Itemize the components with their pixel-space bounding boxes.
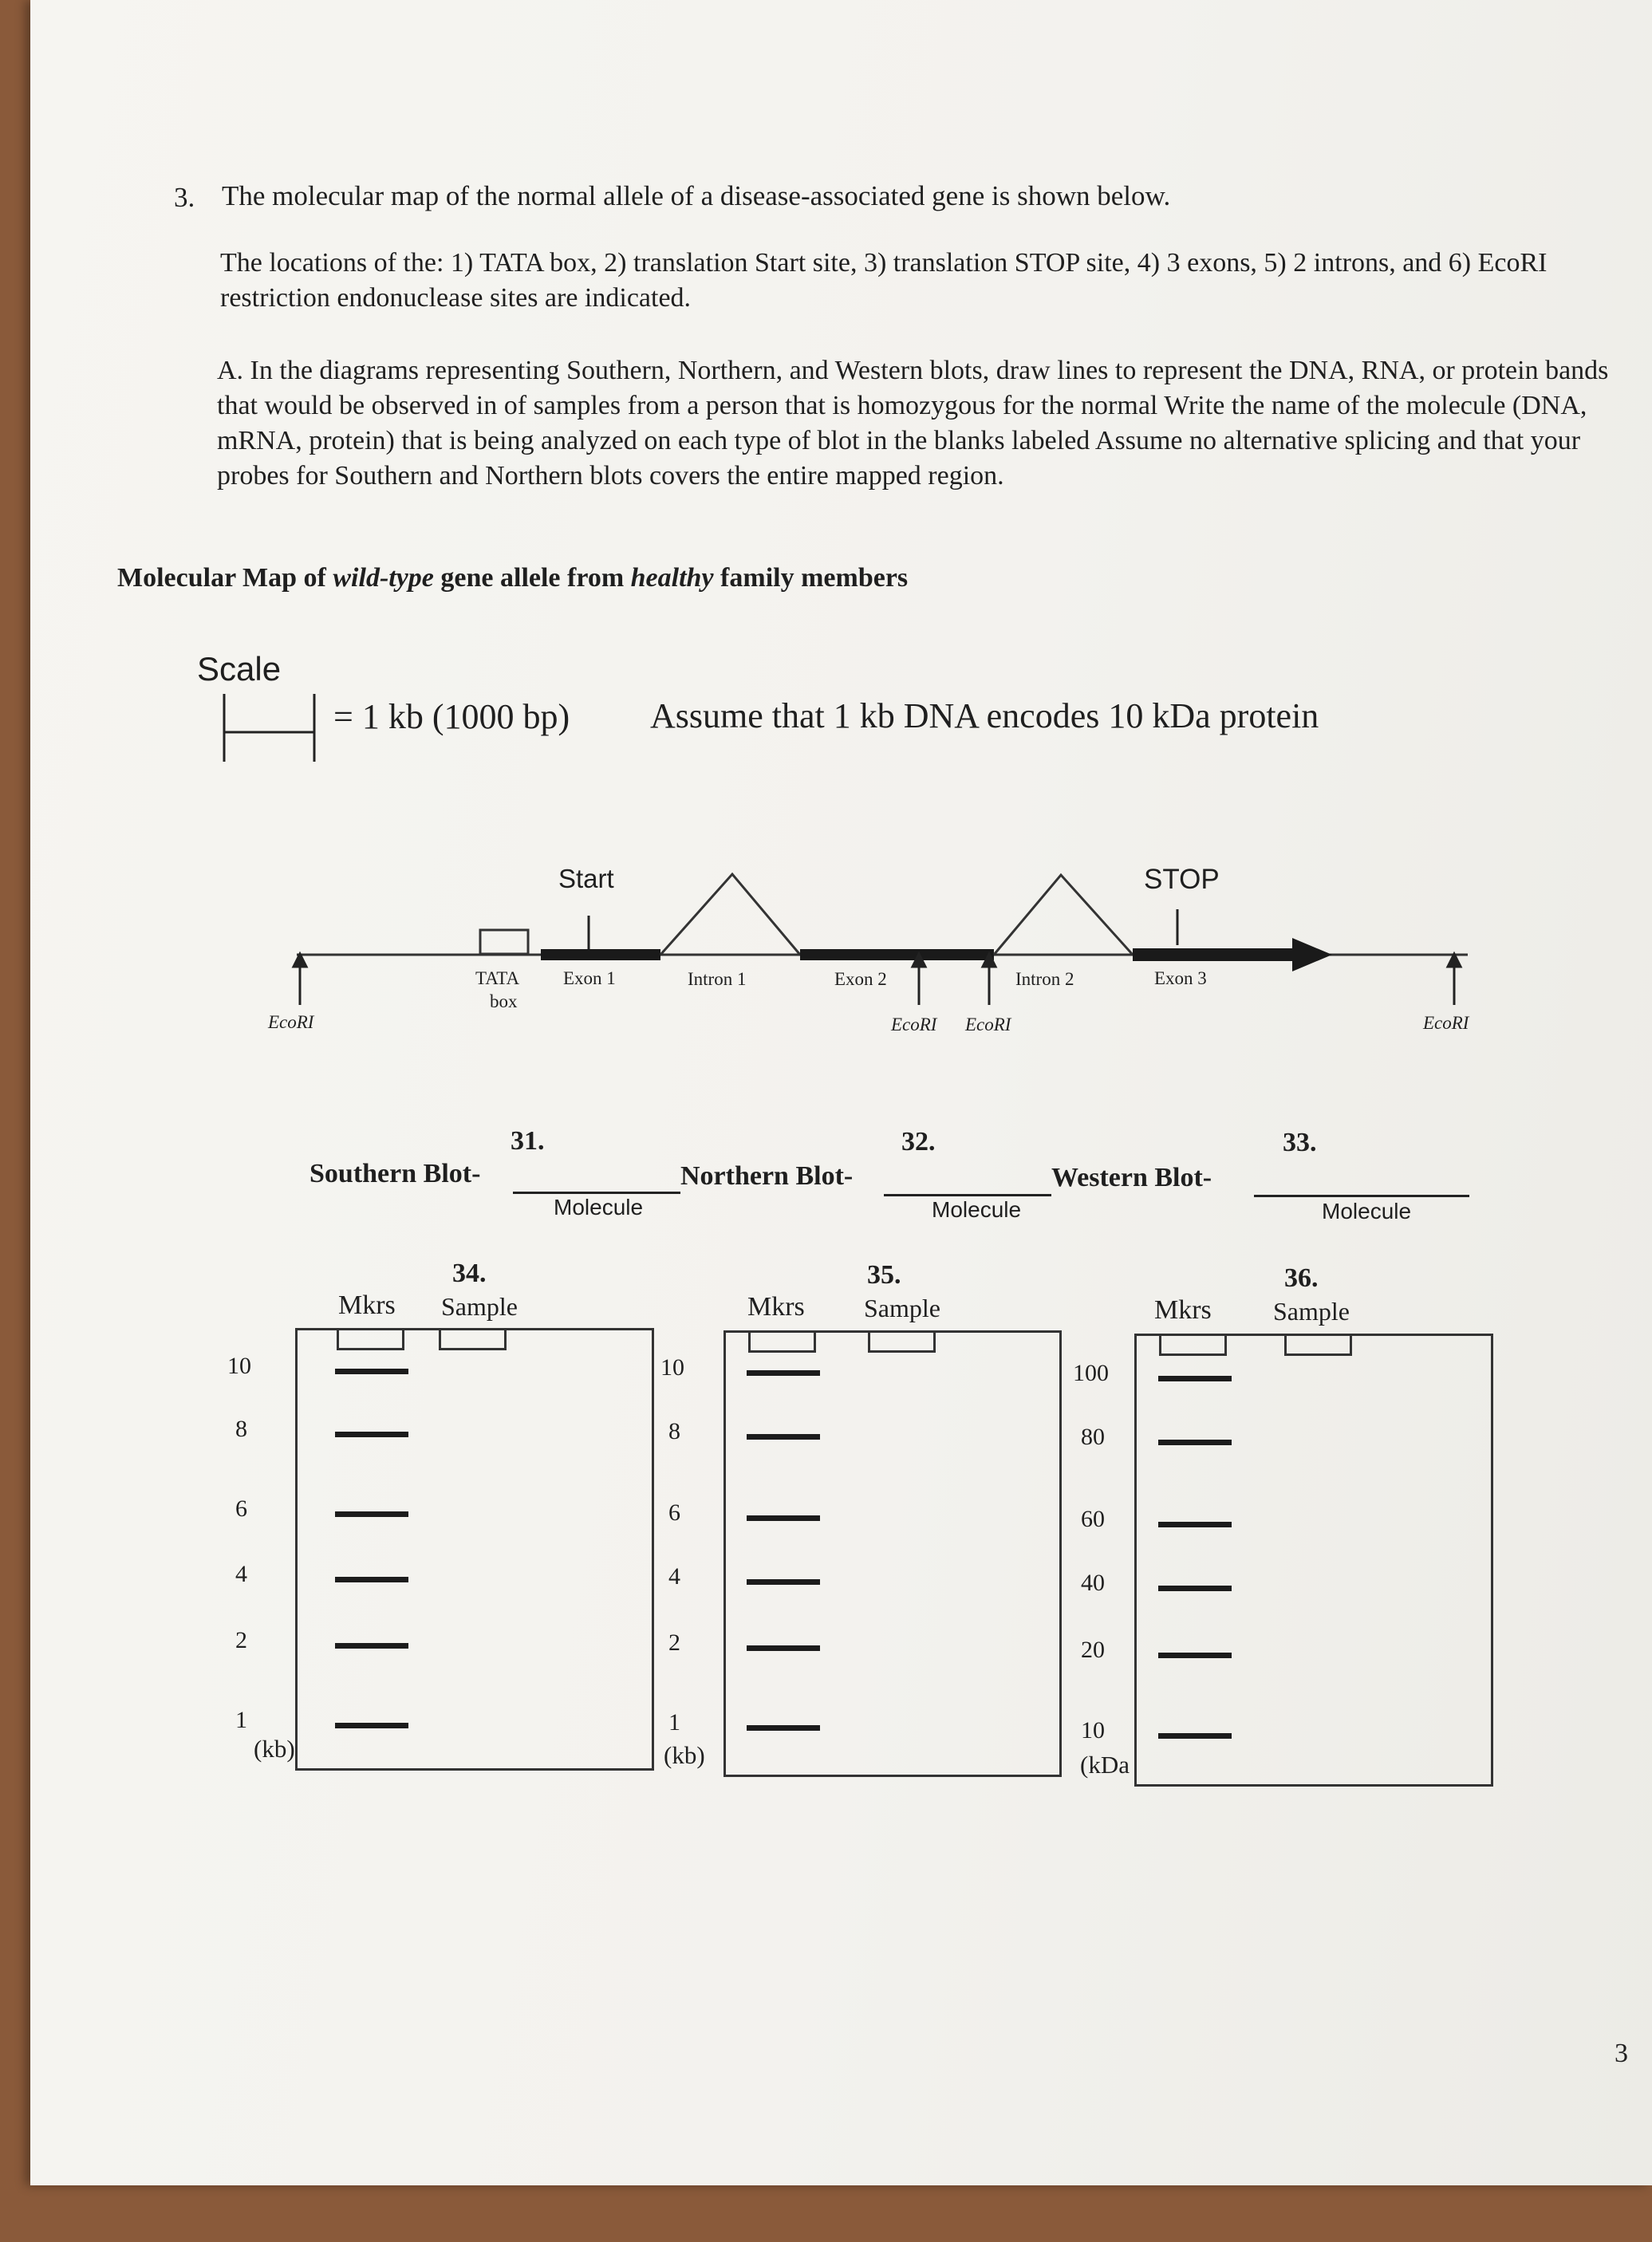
gel3-unit-label: (kDa [1080,1751,1130,1779]
western-molecule-blank[interactable] [1254,1195,1469,1197]
question-locations: The locations of the: 1) TATA box, 2) translation Start site, 3) translation STOP site, 4) 3 exons, 5) 2 introns, and 6) EcoRI restriction endonuclease sites are indicated. [220,248,1548,313]
gel3-marker-value: 40 [1081,1570,1105,1596]
exon3-label: Exon 3 [1154,968,1207,988]
question-number: 3. [174,182,195,213]
gel2-marker-band [747,1579,820,1585]
gel2-marker-value: 8 [668,1418,680,1444]
scale-equation: = 1 kb (1000 bp) [333,697,570,736]
gel3-marker-well [1159,1334,1227,1356]
gel2-marker-value: 10 [660,1354,684,1381]
gel2-marker-band [747,1434,820,1440]
ecori-mid1-label: EcoRI [891,1015,937,1034]
gel1-box [295,1328,654,1771]
gel1-sample-label: Sample [441,1292,518,1321]
gel2-marker-value: 6 [668,1499,680,1526]
gel1-marker-band [335,1643,408,1649]
western-molecule-label: Molecule [1322,1199,1412,1223]
northern-molecule-blank[interactable] [884,1194,1051,1196]
gel2-marker-value: 2 [668,1629,680,1656]
exon1-label: Exon 1 [563,968,616,988]
gel1-marker-band [335,1511,408,1517]
gel1-question-number: 34. [452,1259,487,1288]
gel3-mkrs-label: Mkrs [1154,1295,1212,1325]
question-intro: The molecular map of the normal allele of a disease-associated gene is shown below. [222,180,1171,211]
ecori-mid2-label: EcoRI [965,1015,1011,1034]
gel2-box [723,1330,1062,1777]
gel1-marker-band [335,1432,408,1437]
northern-blot-label: Northern Blot- [680,1161,854,1191]
intron1-label: Intron 1 [688,969,747,989]
intron2-label: Intron 2 [1015,969,1074,989]
gel3-marker-value: 10 [1081,1717,1105,1744]
gel1-mkrs-label: Mkrs [338,1290,396,1320]
exon2-label: Exon 2 [834,969,887,989]
scale-assumption: Assume that 1 kb DNA encodes 10 kDa protein [650,696,1319,735]
gel1-marker-value: 6 [235,1495,247,1522]
gel2-marker-band [747,1515,820,1521]
gel1-marker-well [337,1328,404,1350]
gel3-marker-band [1158,1440,1232,1445]
gel3-box [1134,1334,1493,1787]
gel3-question-number: 36. [1284,1263,1319,1293]
gel1-marker-band [335,1723,408,1728]
start-label: Start [558,864,614,893]
gel2-marker-value: 4 [668,1563,680,1590]
gel2-marker-band [747,1645,820,1651]
stop-label: STOP [1144,864,1220,895]
gel3-sample-label: Sample [1273,1297,1350,1326]
gel2-marker-band [747,1370,820,1376]
gel3-marker-value: 20 [1081,1637,1105,1663]
gel2-question-number: 35. [867,1260,901,1290]
gel1-marker-value: 2 [235,1627,247,1653]
map-heading: Molecular Map of wild-type gene allele from healthy family members [117,563,909,593]
gel2-mkrs-label: Mkrs [747,1292,805,1322]
question-part-a: A. In the diagrams representing Southern, Northern, and Western blots, draw lines to represent the DNA, RNA, or protein bands that would be observed in of samples from a person that is homozygous for the normal Write the name of the molecule (DNA, mRNA, protein) that is being analyzed on each type of blot in the blanks labeled Assume no alternative splicing and that your probes for Southern and Northern blots covers the entire mapped region. [217,356,1609,491]
gel3-marker-value: 100 [1073,1360,1109,1386]
gel3-marker-value: 80 [1081,1424,1105,1450]
gel2-unit-label: (kb) [664,1741,705,1769]
ecori-left-label: EcoRI [268,1012,314,1032]
worksheet-page [30,0,1652,2185]
gel1-marker-band [335,1577,408,1582]
gel3-marker-band [1158,1376,1232,1381]
gel1-sample-well [439,1328,507,1350]
tata-label-line1: TATA [475,968,520,988]
gel1-marker-band [335,1369,408,1374]
gel2-marker-band [747,1725,820,1731]
gel2-marker-value: 1 [668,1709,680,1736]
gel2-sample-label: Sample [864,1294,940,1322]
gel2-marker-well [748,1330,816,1353]
page-number: 3 [1615,2039,1628,2068]
gel3-marker-value: 60 [1081,1506,1105,1532]
southern-molecule-blank[interactable] [513,1192,680,1194]
gel1-marker-value: 8 [235,1416,247,1442]
southern-question-number: 31. [511,1126,545,1156]
gel3-marker-band [1158,1733,1232,1739]
gel3-marker-band [1158,1653,1232,1658]
northern-question-number: 32. [901,1127,936,1156]
gel1-marker-value: 4 [235,1561,247,1587]
gel2-sample-well [868,1330,936,1353]
gel3-marker-band [1158,1586,1232,1591]
tata-label-line2: box [490,991,518,1011]
gel3-sample-well [1284,1334,1352,1356]
western-question-number: 33. [1283,1128,1317,1157]
ecori-right-label: EcoRI [1423,1013,1469,1033]
southern-molecule-label: Molecule [554,1195,644,1220]
gel1-marker-value: 10 [227,1353,251,1379]
gel1-unit-label: (kb) [254,1735,295,1763]
northern-molecule-label: Molecule [932,1197,1022,1222]
scale-label: Scale [197,650,282,688]
southern-blot-label: Southern Blot- [310,1159,481,1188]
gel3-marker-band [1158,1522,1232,1527]
gel1-marker-value: 1 [235,1707,247,1733]
western-blot-label: Western Blot- [1051,1163,1212,1192]
